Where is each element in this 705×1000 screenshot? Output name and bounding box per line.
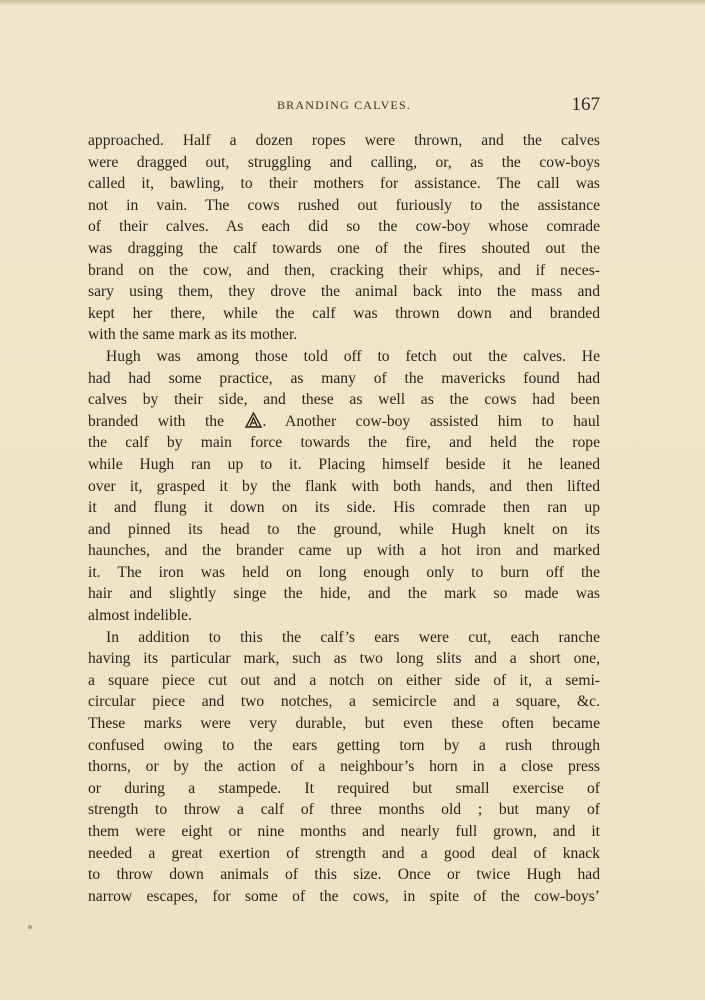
text-line: branded with the . Another cow-boy assisted him to haul: [88, 412, 600, 430]
text-line: narrow escapes, for some of the cows, in spite of the cow-boys’: [88, 887, 600, 905]
page-edge-shadow: [0, 0, 705, 6]
text-line: the calf by main force towards the fire, and held the rope: [88, 434, 600, 452]
text-line: or during a stampede. It required but small exercise of: [88, 779, 600, 797]
text-line: and pinned its head to the ground, while Hugh knelt on its: [88, 520, 600, 538]
body-text: [88, 130, 600, 907]
text-line: calves by their side, and these as well as the cows had been: [88, 391, 600, 409]
brand-mark-icon: [245, 412, 262, 428]
text-line: These marks were very durable, but even these often became: [88, 715, 600, 733]
text-line: haunches, and the brander came up with a hot iron and marked: [88, 542, 600, 560]
text-line: a square piece cut out and a notch on either side of it, a semi-: [88, 671, 600, 689]
page-number: 167: [571, 94, 600, 115]
text-line: called it, bawling, to their mothers for assistance. The call was: [88, 175, 600, 193]
text-line: having its particular mark, such as two long slits and a short one,: [88, 650, 600, 668]
paper-blemish: [28, 925, 32, 929]
text-line: almost indelible.: [88, 607, 192, 625]
text-line: over it, grasped it by the flank with both hands, and then lifted: [88, 477, 600, 495]
text-line: needed a great exertion of strength and a good deal of knack: [88, 844, 600, 862]
text-line: was dragging the calf towards one of the fires shouted out the: [88, 239, 600, 257]
text-line: Hugh was among those told off to fetch out the calves. He: [106, 347, 600, 365]
page-header: [88, 94, 600, 120]
text-line: brand on the cow, and then, cracking their whips, and if neces-: [88, 261, 600, 279]
text-line: it. The iron was held on long enough only to burn off the: [88, 563, 600, 581]
running-head: BRANDING CALVES.: [276, 98, 412, 112]
text-line: while Hugh ran up to it. Placing himself beside it he leaned: [88, 455, 600, 473]
text-line: In addition to this the calf’s ears were cut, each ranche: [106, 628, 600, 646]
text-line: not in vain. The cows rushed out furiously to the assistance: [88, 196, 600, 214]
text-line: to throw down animals of this size. Once or twice Hugh had: [88, 866, 600, 884]
text-line: kept her there, while the calf was thrown down and branded: [88, 304, 600, 322]
text-line: circular piece and two notches, a semicircle and a square, &c.: [88, 693, 600, 711]
text-line: confused owing to the ears getting torn by a rush through: [88, 736, 600, 754]
text-line: it and flung it down on its side. His comrade then ran up: [88, 499, 600, 517]
text-line: sary using them, they drove the animal back into the mass and: [88, 283, 600, 301]
text-line: of their calves. As each did so the cow-boy whose comrade: [88, 218, 600, 236]
text-line: hair and slightly singe the hide, and the mark so made was: [88, 585, 600, 603]
text-line: approached. Half a dozen ropes were thrown, and the calves: [88, 132, 600, 149]
text-line: with the same mark as its mother.: [88, 326, 298, 344]
text-line: thorns, or by the action of a neighbour’s horn in a close press: [88, 758, 600, 776]
text-line: them were eight or nine months and nearly full grown, and it: [88, 823, 600, 840]
text-line: strength to throw a calf of three months old ; but many of: [88, 801, 600, 819]
text-line: were dragged out, struggling and calling, or, as the cow-boys: [88, 153, 600, 171]
text-line: had had some practice, as many of the mavericks found had: [88, 369, 600, 387]
